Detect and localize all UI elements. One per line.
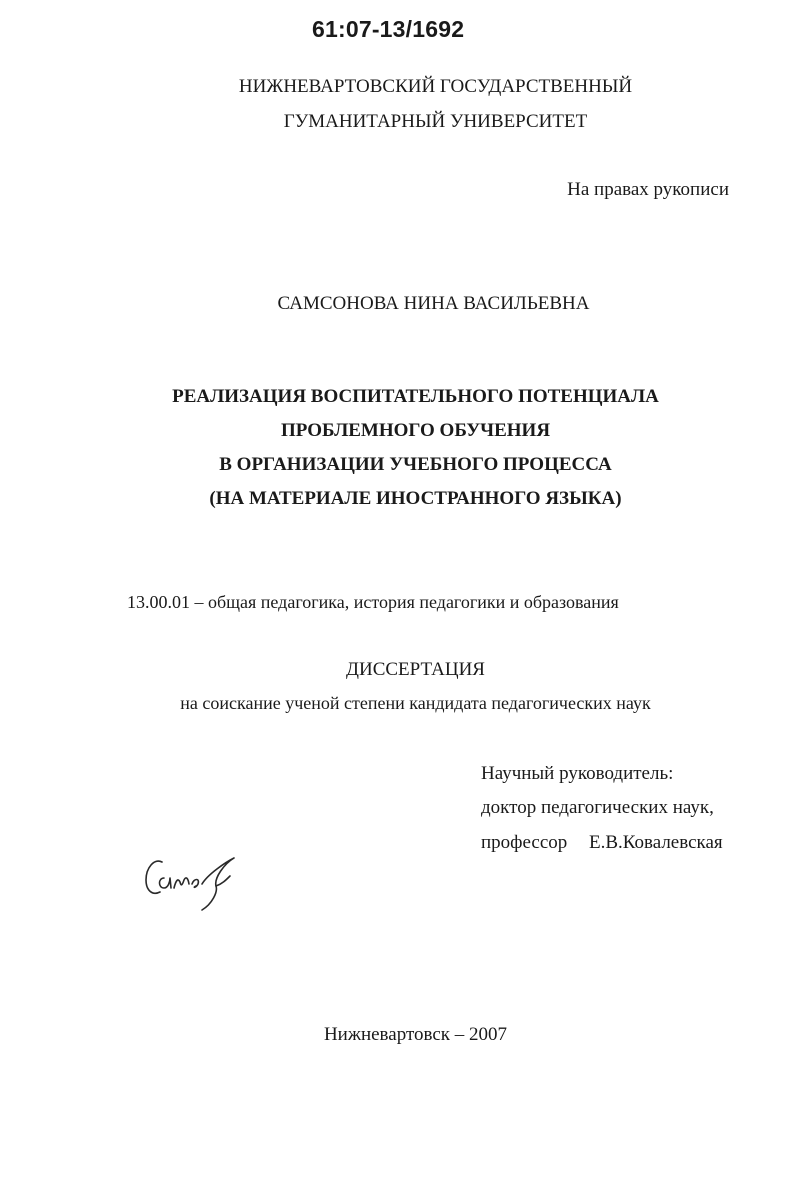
handwritten-signature <box>140 848 250 918</box>
title-line-4: (НА МАТЕРИАЛЕ ИНОСТРАННОГО ЯЗЫКА) <box>209 488 622 509</box>
title-line-1: РЕАЛИЗАЦИЯ ВОСПИТАТЕЛЬНОГО ПОТЕНЦИАЛА <box>172 386 659 407</box>
author-name: САМСОНОВА НИНА ВАСИЛЬЕВНА <box>277 293 590 314</box>
document-type: ДИССЕРТАЦИЯ <box>346 659 485 680</box>
supervisor-name: Е.В.Ковалевская <box>589 832 723 853</box>
specialty-code: 13.00.01 – общая педагогика, история педагогики и образования <box>127 592 619 612</box>
title-line-3: В ОРГАНИЗАЦИИ УЧЕБНОГО ПРОЦЕССА <box>219 454 612 475</box>
degree-purpose: на соискание ученой степени кандидата педагогических наук <box>180 693 651 713</box>
supervisor-rank: профессор <box>481 832 568 853</box>
supervisor-heading: Научный руководитель: <box>481 763 674 784</box>
supervisor-degree: доктор педагогических наук, <box>481 797 714 818</box>
institution-line-1: НИЖНЕВАРТОВСКИЙ ГОСУДАРСТВЕННЫЙ <box>238 76 633 97</box>
institution-line-2: ГУМАНИТАРНЫЙ УНИВЕРСИТЕТ <box>283 111 588 132</box>
manuscript-note: На правах рукописи <box>567 179 729 200</box>
title-line-2: ПРОБЛЕМНОГО ОБУЧЕНИЯ <box>280 420 551 441</box>
catalog-number: 61:07-13/1692 <box>312 16 465 42</box>
place-year: Нижневартовск – 2007 <box>323 1024 508 1045</box>
